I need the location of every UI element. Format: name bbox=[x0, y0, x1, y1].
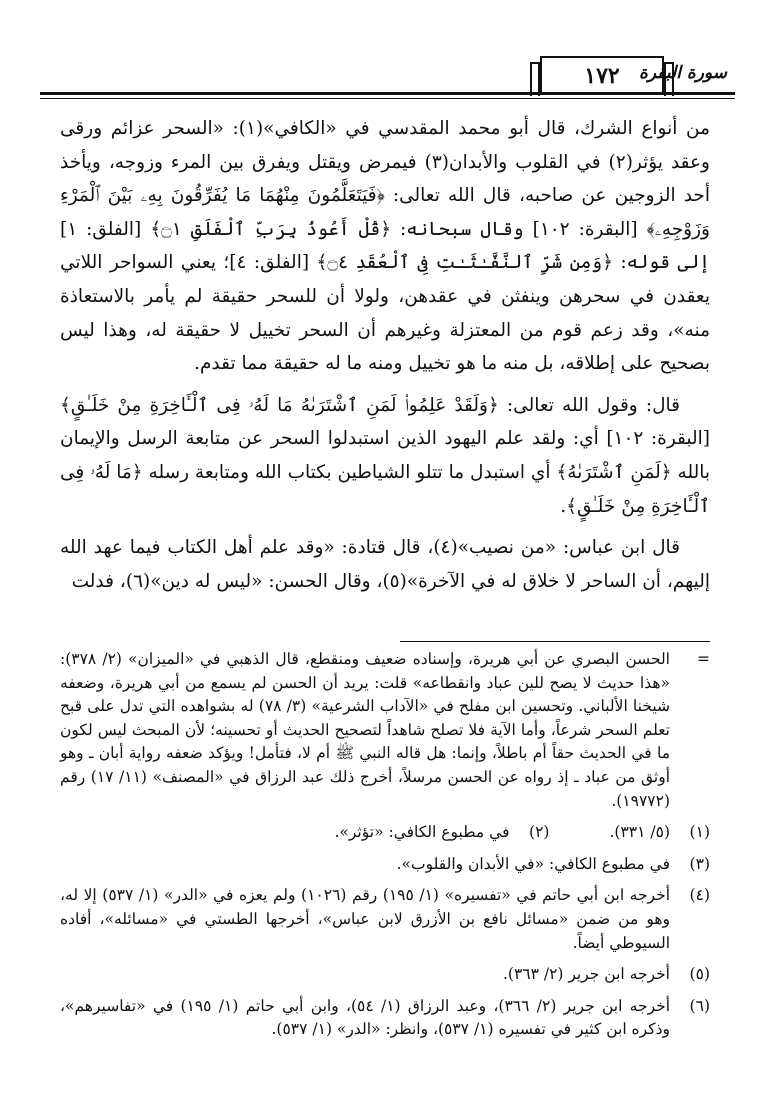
header-rule-thin bbox=[40, 98, 735, 99]
footnote-2 bbox=[334, 821, 549, 845]
footnote-text: أخرجه ابن جرير (٢/ ٣٦٣). bbox=[502, 965, 670, 984]
footnote-5 bbox=[60, 963, 710, 987]
footnote-text: في مطبوع الكافي: «تؤثر». bbox=[334, 823, 510, 842]
footnote-divider bbox=[400, 641, 710, 642]
main-text bbox=[60, 112, 710, 598]
footnote-text: أخرجه ابن جرير (٢/ ٣٦٦)، وعبد الرزاق (١/ ٥٤)، وابن أبي حاتم (١/ ١٩٥) في «تفاسيرهم»، وذكره ابن كثير في تفسيره (١/ ٥٣٧)، وانظر: «الدر» (١/ ٥٣٧). bbox=[60, 996, 671, 1039]
footnote-continuation-mark: = bbox=[697, 650, 710, 668]
header-rule bbox=[40, 92, 735, 95]
footnote-number: (٣) bbox=[689, 854, 710, 873]
paragraph-2: قال: وقول الله تعالى: ﴿وَلَقَدْ عَلِمُوا۟ لَمَنِ ٱشْتَرَىٰهُ مَا لَهُۥ فِى ٱلْـَٔاخِرَةِ مِنْ خَلَـٰقٍ﴾ [البقرة: ١٠٢] أي: ولقد علم اليهود الذين استبدلوا السحر عن متابعة الرسل والإيمان بالله ﴿لَمَنِ ٱشْتَرَىٰهُ﴾ أي استبدل ما تتلو الشياطين بكتاب الله ومتابعة رسله ﴿مَا لَهُۥ فِى ٱلْـَٔاخِرَةِ مِنْ خَلَـٰقٍ﴾. bbox=[60, 394, 710, 517]
footnote-1 bbox=[609, 821, 710, 845]
paragraph-3: قال ابن عباس: «من نصيب»(٤)، قال قتادة: «وقد علم أهل الكتاب فيما عهد الله إليهم، أن الساحر لا خلاق له في الآخرة»(٥)، وقال الحسن: «ليس له دين»(٦)، فدلت bbox=[60, 537, 710, 592]
footnote-number: (٢) bbox=[529, 823, 550, 842]
footnote-6 bbox=[60, 995, 710, 1042]
footnote-number: (٤) bbox=[689, 886, 710, 905]
footnote-4 bbox=[60, 884, 710, 955]
footnote-text: في مطبوع الكافي: «في الأبدان والقلوب». bbox=[396, 854, 670, 873]
footnote-text: (٥/ ٣٣١). bbox=[609, 823, 670, 842]
page-header bbox=[0, 0, 765, 104]
surah-title: سورة البقرة bbox=[639, 63, 727, 83]
footnotes bbox=[60, 648, 710, 1042]
footnote-3 bbox=[60, 853, 710, 877]
footnote-number: (٥) bbox=[689, 965, 710, 984]
footnote-number: (١) bbox=[689, 823, 710, 842]
footnote-row-1-2 bbox=[60, 821, 710, 845]
footnote-continuation bbox=[60, 648, 710, 813]
footnote-continuation-text: الحسن البصري عن أبي هريرة، وإسناده ضعيف ومنقطع، قال الذهبي في «الميزان» (٢/ ٣٧٨): «هذا حديث لا يصح للين عباد وانقطاعه» قلت: يريد أن الحسن لم يسمع من أبي هريرة، وضعفه شيخنا الألباني. وتحسين ابن مفلح في «الآداب الشرعية» (٣/ ٧٨) له بشواهده التي تدل على قبح تعلم السحر شرعاً، وأما الآية فلا تصلح شاهداً لتصحيح الحديث أو تحسينه؛ لأن المبحث ليس لكون ما في الحديث حقاً أم باطلاً، وإنما: هل قاله النبي ﷺ أم لا، فتأمل! ويؤكد ضعفه رواية أبان ـ وهو أوثق من عباد ـ إذ رواه عن الحسن مرسلاً، أخرج ذلك عبد الرزاق في «المصنف» (١١/ ١٧) رقم (١٩٧٧٢). bbox=[60, 650, 671, 810]
paragraph-1: من أنواع الشرك، قال أبو محمد المقدسي في «الكافي»(١): «السحر عزائم ورقى وعقد يؤثر(٢) في القلوب والأبدان(٣) فيمرض ويقتل ويفرق بين المرء وزوجه، ويأخذ أحد الزوجين عن صاحبه، قال الله تعالى: ﴿فَيَتَعَلَّمُونَ مِنْهُمَا مَا يُفَرِّقُونَ بِهِۦ بَيْنَ ٱلْمَرْءِ وَزَوْجِهِۦ﴾ [البقرة: ١٠٢] وقال سبحانه: ﴿قُلْ أَعُوذُ بِرَبِّ ٱلْفَلَقِ ۝١﴾ [الفلق: ١] إلى قوله: ﴿وَمِن شَرِّ ٱلنَّفَّـٰثَـٰتِ فِى ٱلْعُقَدِ ۝٤﴾ [الفلق: ٤]؛ يعني السواحر اللاتي يعقدن في سحرهن وينفثن في عقدهن، ولولا أن للسحر حقيقة لم يأمر بالاستعاذة منه»، وقد زعم قوم من المعتزلة وغيرهم أن السحر تخييل لا حقيقة له، وهذا ليس بصحيح على إطلاقه، بل منه ما هو تخييل ومنه ما له حقيقة مما تقدم. bbox=[60, 118, 710, 375]
footnote-text: أخرجه ابن أبي حاتم في «تفسيره» (١/ ١٩٥) رقم (١٠٢٦) ولم يعزه في «الدر» (١/ ٥٣٧) إلا له، وهو من ضمن «مسائل نافع بن الأزرق لابن عباس»، أخرجها الطستي في «مسائله»، أفاده السيوطي أيضاً. bbox=[60, 886, 671, 952]
page-number: ١٧٢ bbox=[540, 56, 664, 94]
footnote-number: (٦) bbox=[689, 996, 710, 1015]
